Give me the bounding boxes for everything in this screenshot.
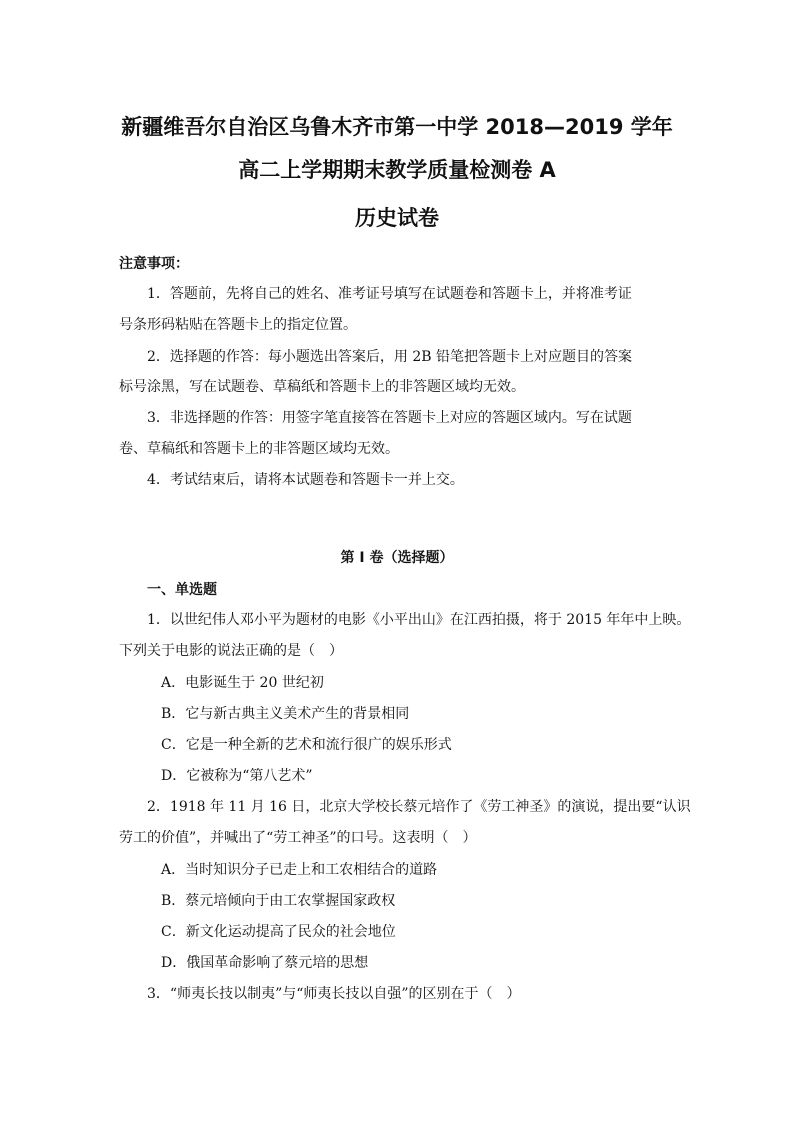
question-1-option-b: B．它与新古典主义美术产生的背景相同	[161, 706, 410, 722]
notice-item-1-line-2: 号条形码粘贴在答题卡上的指定位置。	[119, 317, 357, 333]
section-title: 第 I 卷（选择题）	[340, 550, 454, 566]
exam-subject-title: 历史试卷	[355, 206, 439, 230]
question-2-option-c: C．新文化运动提高了民众的社会地位	[161, 924, 396, 940]
exam-title-line-2: 高二上学期期末教学质量检测卷 A	[238, 158, 556, 182]
question-2-option-a: A．当时知识分子已走上和工农相结合的道路	[161, 862, 438, 878]
question-2-stem-line-1: 2．1918 年 11 月 16 日，北京大学校长蔡元培作了《劳工神圣》的演说，提出要“认识	[147, 799, 691, 815]
question-3-stem-line-1: 3．“师夷长技以制夷”与“师夷长技以自强”的区别在于（ ）	[147, 986, 521, 1002]
question-1-stem-line-2: 下列关于电影的说法正确的是（ ）	[119, 643, 343, 659]
notice-item-3-line-1: 3．非选择题的作答：用签字笔直接答在答题卡上对应的答题区域内。写在试题	[147, 410, 632, 426]
notice-item-4: 4．考试结束后，请将本试题卷和答题卡一并上交。	[147, 472, 464, 488]
question-1-option-d: D．它被称为“第八艺术”	[161, 768, 313, 784]
question-2-option-b: B．蔡元培倾向于由工农掌握国家政权	[161, 893, 396, 909]
question-1-stem-line-1: 1．以世纪伟人邓小平为题材的电影《小平出山》在江西拍摄，将于 2015 年年中上映。	[147, 612, 691, 628]
question-2-stem-line-2: 劳工的价值”，并喊出了“劳工神圣”的口号。这表明（ ）	[119, 830, 477, 846]
notice-item-1-line-1: 1．答题前，先将自己的姓名、准考证号填写在试题卷和答题卡上，并将准考证	[147, 286, 632, 302]
question-1-option-c: C．它是一种全新的艺术和流行很广的娱乐形式	[161, 737, 452, 753]
question-2-option-d: D．俄国革命影响了蔡元培的思想	[161, 955, 369, 971]
notice-item-2-line-2: 标号涂黑，写在试题卷、草稿纸和答题卡上的非答题区域均无效。	[119, 379, 525, 395]
notice-item-3-line-2: 卷、草稿纸和答题卡上的非答题区域均无效。	[119, 441, 399, 457]
section-subtitle: 一、单选题	[147, 582, 217, 598]
exam-title-line-1: 新疆维吾尔自治区乌鲁木齐市第一中学 2018—2019 学年	[121, 115, 673, 139]
notice-heading: 注意事项：	[119, 256, 189, 272]
question-1-option-a: A．电影诞生于 20 世纪初	[161, 675, 324, 691]
notice-item-2-line-1: 2．选择题的作答：每小题选出答案后，用 2B 铅笔把答题卡上对应题目的答案	[147, 349, 633, 365]
